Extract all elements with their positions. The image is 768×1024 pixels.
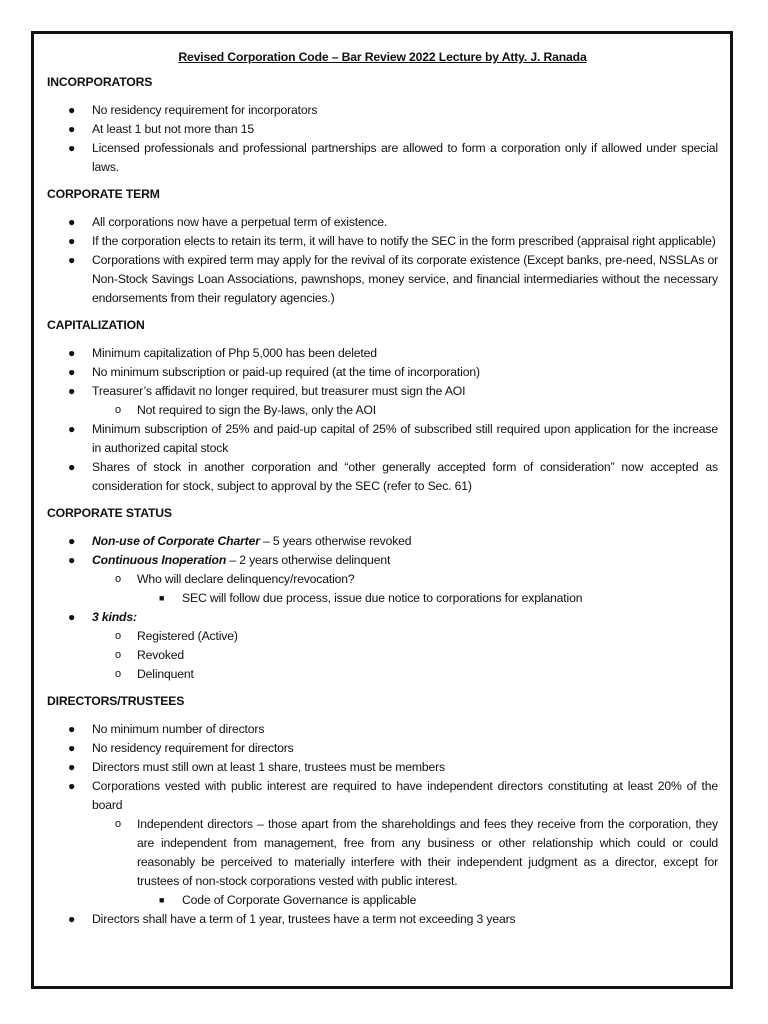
section-heading-corporate-status: CORPORATE STATUS <box>47 506 172 520</box>
bullet-icon: ● <box>68 141 76 155</box>
circle-bullet-icon: o <box>115 630 121 642</box>
bullet-icon: ● <box>68 422 76 436</box>
document-body <box>47 48 718 937</box>
square-bullet-icon: ■ <box>159 895 165 905</box>
bullet-icon: ● <box>68 103 76 117</box>
list-item: ● No residency requirement for incorporators <box>47 101 718 120</box>
list-item: ● Directors shall have a term of 1 year, trustees have a term not exceeding 3 years <box>47 910 718 929</box>
list-item: ● Corporations with expired term may apply for the revival of its corporate existence (Except banks, pre-need, NSSLAs or Non-Stock Savings Loan Associations, pawnshops, money service, and financial intermediaries without the necessary endorsements from their regulatory agencies.) <box>68 253 718 305</box>
sub-list-item: o Registered (Active) <box>47 627 718 646</box>
section-heading-incorporators: INCORPORATORS <box>47 75 153 89</box>
bullet-icon: ● <box>68 253 76 267</box>
circle-bullet-icon: o <box>115 668 121 680</box>
list-item: ● 3 kinds: <box>47 608 718 627</box>
corporate-term-list <box>47 213 718 308</box>
list-item: ● Licensed professionals and professional partnerships are allowed to form a corporation only if allowed under special laws. <box>68 141 718 174</box>
list-item: ● At least 1 but not more than 15 <box>47 120 718 139</box>
bullet-icon: ● <box>68 741 76 755</box>
directors-list <box>47 720 718 929</box>
circle-bullet-icon: o <box>115 573 121 585</box>
bullet-icon: ● <box>68 760 76 774</box>
section-heading-capitalization: CAPITALIZATION <box>47 318 145 332</box>
incorporators-list <box>47 101 718 177</box>
sub-sub-list-item: ■ Code of Corporate Governance is applicable <box>47 891 718 910</box>
square-bullet-icon: ■ <box>159 593 165 603</box>
page-border <box>31 31 733 989</box>
bullet-icon: ● <box>68 553 76 567</box>
capitalization-list <box>47 344 718 496</box>
list-item: ● Treasurer’s affidavit no longer required, but treasurer must sign the AOI <box>47 382 718 401</box>
list-item: ● All corporations now have a perpetual term of existence. <box>47 213 718 232</box>
list-item: ● Directors must still own at least 1 share, trustees must be members <box>47 758 718 777</box>
bullet-icon: ● <box>68 365 76 379</box>
bullet-icon: ● <box>68 122 76 136</box>
bullet-icon: ● <box>68 346 76 360</box>
sub-list-item: o Delinquent <box>47 665 718 684</box>
list-item: ● Non-use of Corporate Charter – 5 years otherwise revoked <box>47 532 718 551</box>
sub-list-item: o Revoked <box>47 646 718 665</box>
bullet-icon: ● <box>68 215 76 229</box>
sub-sub-list-item: ■ SEC will follow due process, issue due notice to corporations for explanation <box>47 589 718 608</box>
section-heading-corporate-term: CORPORATE TERM <box>47 187 160 201</box>
list-item: ● Minimum capitalization of Php 5,000 has been deleted <box>47 344 718 363</box>
circle-bullet-icon: o <box>115 404 121 416</box>
list-item: ● Shares of stock in another corporation and “other generally accepted form of consideration” now accepted as consideration for stock, subject to approval by the SEC (refer to Sec. 61) <box>68 460 718 493</box>
sub-list-item: o Who will declare delinquency/revocation? <box>47 570 718 589</box>
list-item: ● Continuous Inoperation – 2 years otherwise delinquent <box>47 551 718 570</box>
bullet-icon: ● <box>68 384 76 398</box>
list-item: ● No minimum subscription or paid-up required (at the time of incorporation) <box>47 363 718 382</box>
bullet-icon: ● <box>68 610 76 624</box>
corporate-status-list <box>47 532 718 684</box>
bullet-icon: ● <box>68 722 76 736</box>
bullet-icon: ● <box>68 234 76 248</box>
section-heading-directors: DIRECTORS/TRUSTEES <box>47 694 185 708</box>
sub-list-item: o Not required to sign the By-laws, only the AOI <box>47 401 718 420</box>
bullet-icon: ● <box>68 534 76 548</box>
document-title: Revised Corporation Code – Bar Review 2022 Lecture by Atty. J. Ranada <box>178 50 587 64</box>
bullet-icon: ● <box>68 779 76 793</box>
sub-list-item: o Independent directors – those apart from the shareholdings and fees they receive from the corporation, they are independent from management, free from any business or other relationship which could or could reasonably be perceived to materially interfere with their independent judgment as a director, except for trustees of non-stock corporations vested with public interest. <box>115 817 718 888</box>
circle-bullet-icon: o <box>115 818 121 830</box>
bullet-icon: ● <box>68 912 76 926</box>
circle-bullet-icon: o <box>115 649 121 661</box>
list-item: ● No residency requirement for directors <box>47 739 718 758</box>
list-item: ● Corporations vested with public interest are required to have independent directors constituting at least 20% of the board <box>68 779 718 812</box>
list-item: ● No minimum number of directors <box>47 720 718 739</box>
list-item: ● Minimum subscription of 25% and paid-up capital of 25% of subscribed still required upon application for the increase in authorized capital stock <box>68 422 718 455</box>
bullet-icon: ● <box>68 460 76 474</box>
list-item: ● If the corporation elects to retain its term, it will have to notify the SEC in the form prescribed (appraisal right applicable) <box>47 232 718 251</box>
